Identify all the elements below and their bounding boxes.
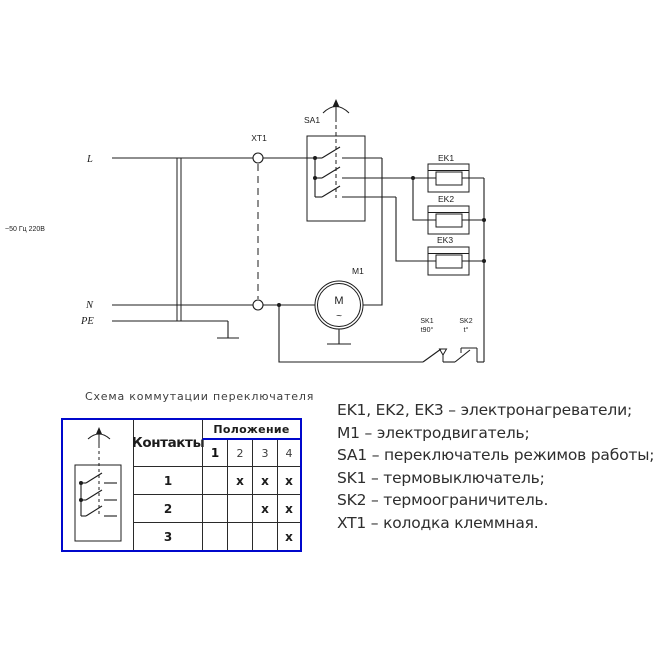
mark-r2p1 [202, 494, 227, 522]
legend-item-thermo1: SK1 – термовыключатель; [337, 468, 545, 487]
sk2-label: SK2 [459, 318, 473, 325]
mark-r3p3 [252, 522, 277, 550]
position-4: 4 [277, 440, 300, 466]
mark-r2p3: x [252, 494, 277, 522]
mark-r3p2 [227, 522, 252, 550]
m1-label: M1 [352, 266, 364, 276]
distribution-wires [277, 158, 486, 362]
sk1-label: SK1 [420, 318, 434, 325]
mark-r1p2: x [227, 466, 252, 494]
mark-r1p1 [202, 466, 227, 494]
ek3-label: EK3 [437, 235, 454, 245]
sk2-temp-label: t° [463, 327, 469, 334]
terminal-block-xt1 [253, 153, 263, 310]
contacts-header: Контакты [133, 420, 202, 466]
switch-symbol-cell [63, 420, 133, 550]
ek1-label: EK1 [438, 153, 455, 163]
ek2-label: EK2 [438, 194, 455, 204]
contact-3: 3 [133, 522, 202, 550]
legend-item-thermo2: SK2 – термоограничитель. [337, 491, 549, 509]
line-l-label: L [87, 154, 93, 165]
mark-r2p4: x [277, 494, 300, 522]
contact-2: 2 [133, 494, 202, 522]
switch-mini-symbol [65, 421, 131, 549]
mark-r2p2 [227, 494, 252, 522]
switch-sa1 [307, 99, 436, 221]
legend-item-heaters: EK1, EK2, EK3 – электронагреватели; [337, 401, 632, 419]
thermal-switch-sk1 [423, 349, 447, 362]
xt1-label: XT1 [251, 133, 267, 143]
power-input-wires [112, 158, 315, 338]
legend [337, 399, 654, 534]
thermal-limiter-sk2 [455, 348, 477, 362]
mark-r3p1 [202, 522, 227, 550]
mark-r1p4: x [277, 466, 300, 494]
position-2: 2 [227, 440, 252, 466]
contact-1: 1 [133, 466, 202, 494]
power-rating-label: ~50 Гц 220В [5, 226, 45, 233]
legend-item-motor: M1 – электродвигатель; [337, 423, 530, 442]
commutation-table [61, 418, 302, 552]
motor-wave-symbol: ~ [336, 311, 342, 322]
sa1-label: SA1 [304, 115, 321, 125]
line-n-label: N [86, 300, 94, 311]
position-header: Положение [202, 420, 300, 440]
legend-item-terminal: XT1 – колодка клеммная. [337, 513, 539, 532]
legend-item-switch: SA1 – переключатель режимов работы; [337, 446, 655, 464]
mark-r1p3: x [252, 466, 277, 494]
mark-r3p4: x [277, 522, 300, 550]
motor-letter: M [334, 295, 344, 307]
line-pe-label: PE [81, 316, 94, 327]
position-3: 3 [252, 440, 277, 466]
position-1: 1 [202, 440, 227, 466]
commutation-table-title: Схема коммутации переключателя [85, 390, 315, 403]
sk1-temp-label: t90° [420, 327, 434, 334]
